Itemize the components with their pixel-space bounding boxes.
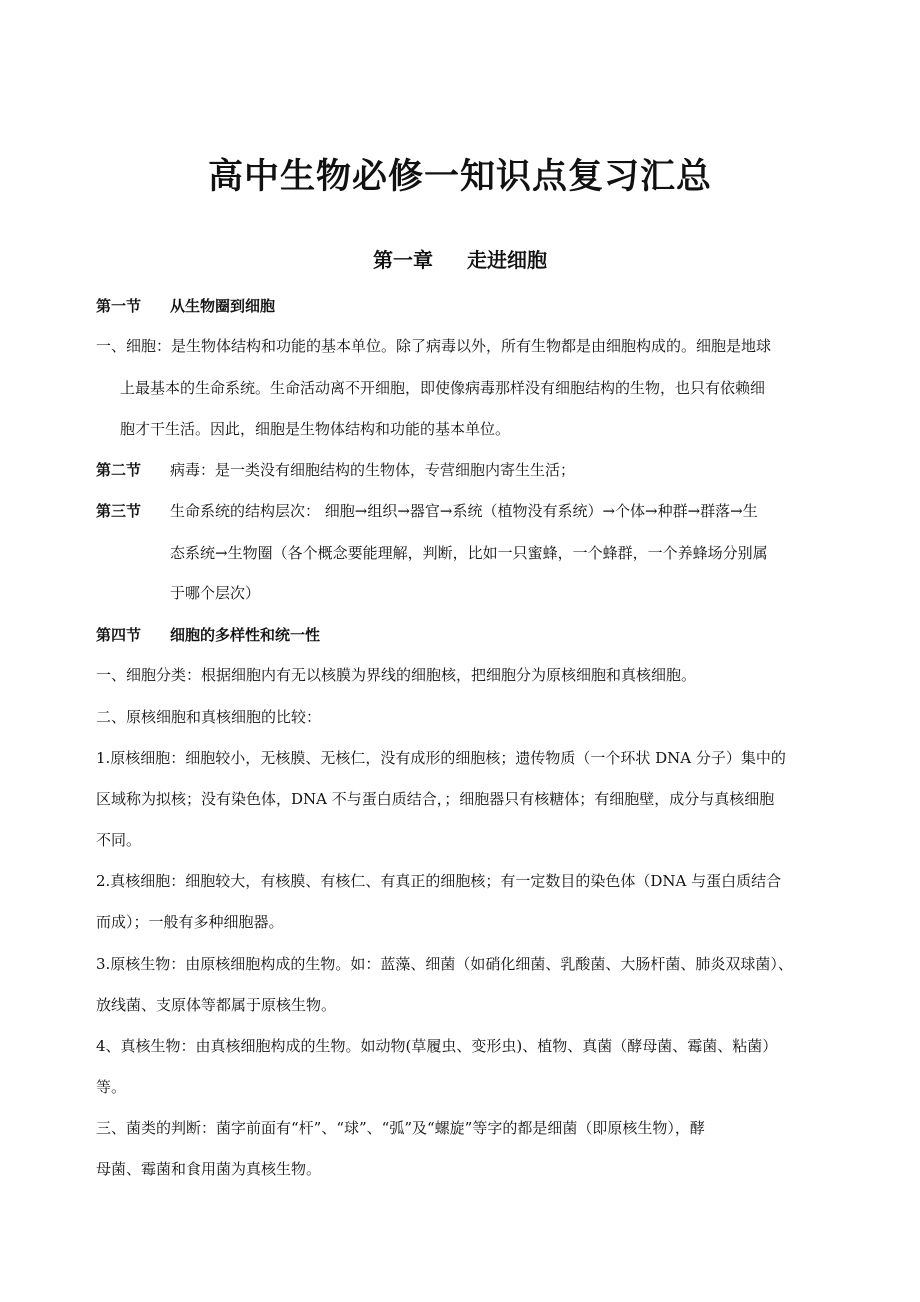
- section-3-line-1: [96, 498, 836, 524]
- section-1-line-1: 一、细胞：是生物体结构和功能的基本单位。除了病毒以外，所有生物都是由细胞构成的。细胞是地球: [96, 337, 772, 355]
- section-3-line-2: 态系统→生物圈（各个概念要能理解，判断，比如一只蜜蜂，一个蜂群，一个养蜂场分别属: [170, 544, 768, 562]
- section-4-line-10: 4、真核生物：由真核细胞构成的生物。如动物(草履虫、变形虫)、植物、真菌（酵母菌、霉菌、粘菌）: [96, 1037, 778, 1055]
- section-4-line-9: 放线菌、支原体等都属于原核生物。: [96, 996, 337, 1014]
- section-4-line-4: 区域称为拟核；没有染色体，DNA 不与蛋白质结合，；细胞器只有核糖体；有细胞壁，成分与真核细胞: [96, 790, 775, 808]
- chapter-name: 走进细胞: [467, 248, 547, 272]
- section-4-line-3: 1.原核细胞：细胞较小，无核膜、无核仁，没有成形的细胞核；遗传物质（一个环状 DNA 分子）集中的: [96, 749, 786, 767]
- section-1-line-3: 胞才干生活。因此，细胞是生物体结构和功能的基本单位。: [120, 420, 511, 438]
- section-4-line-8: 3.原核生物：由原核细胞构成的生物。如：蓝藻、细菌（如硝化细菌、乳酸菌、大肠杆菌、肺炎双球菌）、: [96, 955, 793, 973]
- section-2-paragraph: [96, 457, 836, 483]
- section-4-line-6: 2.真核细胞：细胞较大，有核膜、有核仁、有真正的细胞核；有一定数目的染色体（DNA 与蛋白质结合: [96, 872, 782, 890]
- section-4-line-13: 母菌、霉菌和食用菌为真核生物。: [96, 1160, 322, 1178]
- section-4-line-12: 三、菌类的判断：菌字前面有“杆”、“球”、“弧”及“螺旋”等字的都是细菌（即原核生物），酵: [96, 1119, 705, 1137]
- section-4-line-2: 二、原核细胞和真核细胞的比较：: [96, 708, 322, 726]
- section-1-line-2: 上最基本的生命系统。生命活动离不开细胞，即使像病毒那样没有细胞结构的生物，也只有依赖细: [120, 379, 766, 397]
- section-4-line-7: 而成）；一般有多种细胞器。: [96, 913, 284, 931]
- section-1-title: 从生物圈到细胞: [170, 297, 276, 315]
- section-4-line-5: 不同。: [96, 831, 142, 849]
- section-3-line-3: 于哪个层次）: [170, 584, 261, 602]
- section-4-label: 第四节: [96, 626, 142, 644]
- section-4-line-1: 一、细胞分类：根据细胞内有无以核膜为界线的细胞核，把细胞分为原核细胞和真核细胞。: [96, 666, 697, 684]
- section-3-text: 生命系统的结构层次： 细胞→组织→器官→系统（植物没有系统）→个体→种群→群落→生: [170, 502, 758, 520]
- document-title: 高中生物必修一知识点复习汇总: [207, 157, 712, 197]
- section-3-label: 第三节: [96, 502, 142, 520]
- chapter-number: 第一章: [373, 248, 433, 272]
- chapter-heading: [0, 244, 920, 276]
- section-4-heading: [96, 622, 836, 648]
- section-2-label: 第二节: [96, 461, 142, 479]
- section-1-label: 第一节: [96, 297, 142, 315]
- section-4-title: 细胞的多样性和统一性: [170, 626, 321, 644]
- section-2-text: 病毒：是一类没有细胞结构的生物体，专营细胞内寄生生活；: [170, 461, 576, 479]
- section-1-heading: [96, 293, 836, 319]
- section-4-line-11: 等。: [96, 1078, 127, 1096]
